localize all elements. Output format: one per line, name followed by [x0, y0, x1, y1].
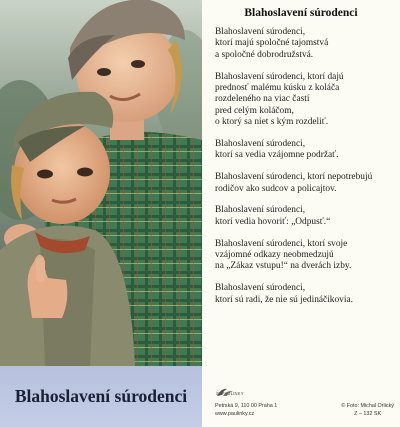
publisher-address — [215, 402, 277, 418]
website-link[interactable]: www.paulinky.cz — [215, 411, 255, 417]
poem-line: Blahoslavení súrodenci, ktorí svoje — [215, 238, 348, 249]
photo-credit-line: © Foto: Michal Orlický — [341, 403, 394, 409]
photo-credit — [341, 402, 394, 418]
poem-line: na „Zákaz vstupu!“ na dverách izby. — [215, 261, 352, 272]
poem-stanza — [215, 239, 397, 273]
poem-line: Blahoslavení súrodenci, — [215, 139, 306, 150]
product-code: Z – 132 SK — [354, 411, 382, 417]
poem-stanza — [215, 283, 397, 306]
poem-line: ktorí majú spoločné tajomstvá — [215, 38, 329, 49]
poem-line: rodičov ako sudcov a policajtov. — [215, 183, 337, 194]
poem-stanza — [215, 72, 397, 129]
poem-line: pred celým koláčom, — [215, 105, 294, 116]
poem-line: Blahoslavení súrodenci, — [215, 27, 306, 37]
poem-title: Blahoslavení súrodenci — [244, 7, 358, 19]
poem-line: ktorí sa vedia vzájomne podržať. — [215, 150, 339, 161]
publisher-logo-text: St PAULINKY — [216, 391, 244, 396]
poem-line: rozdeleného na viac častí — [215, 94, 310, 105]
caption-strip — [0, 366, 202, 427]
poem-line: Blahoslavení súrodenci, ktorí nepotrebujú — [215, 172, 373, 183]
poem-stanza — [215, 139, 397, 162]
poem-panel — [202, 0, 400, 427]
address-line: Petrská 9, 110 00 Praha 1 — [215, 403, 278, 409]
poem-line: Blahoslavení súrodenci, ktorí dajú — [215, 71, 344, 82]
poem-stanza — [215, 172, 397, 195]
caption-title: Blahoslavení súrodenci — [14, 386, 188, 406]
poem-line: Blahoslavení súrodenci, — [215, 205, 306, 216]
poem-line: vzájomné odkazy neobmedzujú — [215, 250, 334, 261]
footer — [202, 384, 400, 424]
poem-line: o ktorý sa niet s kým rozdeliť. — [215, 117, 329, 128]
poem-body — [215, 27, 397, 316]
poem-stanza — [215, 27, 397, 61]
siblings-photo — [0, 0, 202, 366]
poem-stanza — [215, 205, 397, 228]
poem-line: ktorí vedia hovoriť: „Odpusť.“ — [215, 216, 331, 227]
poem-line: Blahoslavení súrodenci, — [215, 283, 306, 294]
poem-line: prednosť malému kúsku z koláča — [215, 83, 340, 94]
poem-line: a spoločné dobrodružstvá. — [215, 49, 314, 60]
poem-line: ktorí sú radi, že nie sú jedináčikovia. — [215, 294, 353, 305]
